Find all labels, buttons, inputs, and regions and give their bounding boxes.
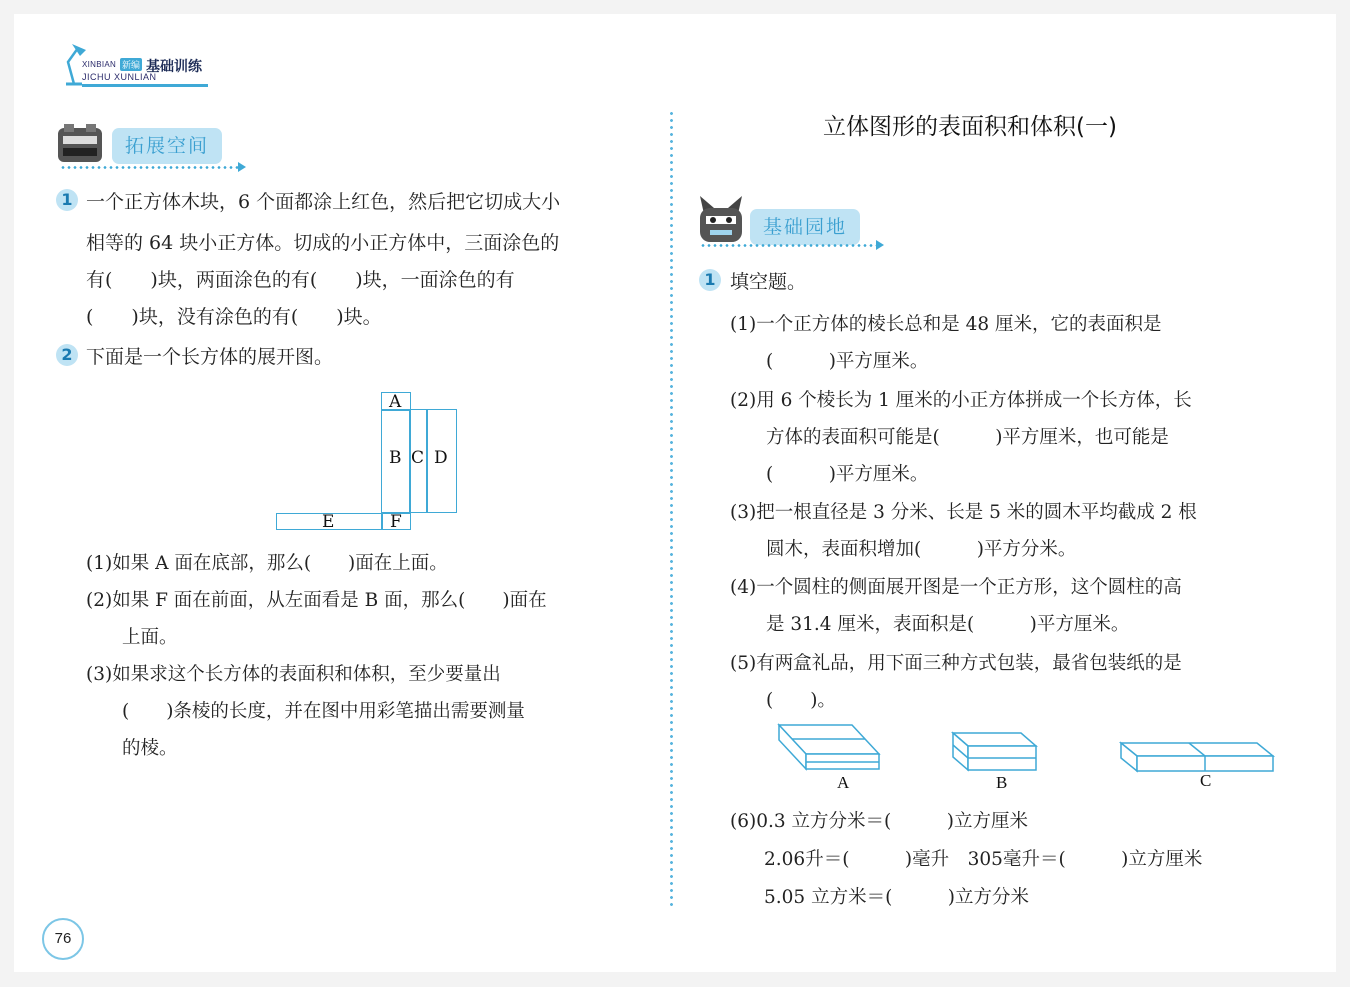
fill-item-text: (4)一个圆柱的侧面展开图是一个正方形，这个圆柱的高 xyxy=(730,577,1182,598)
fill-item-text: ( )平方厘米。 xyxy=(766,464,929,485)
question-number: 2 xyxy=(56,344,78,366)
net-label-a: A xyxy=(389,392,402,412)
net-label-e: E xyxy=(322,512,335,532)
question-text: 下面是一个长方体的展开图。 xyxy=(86,346,334,368)
subquestion-text: (2)如果 F 面在前面，从左面看是 B 面，那么( )面在 xyxy=(86,590,547,611)
net-label-c: C xyxy=(411,448,425,468)
package-option-c xyxy=(1118,740,1278,774)
fill-item-text: 5.05 立方米＝( )立方分米 xyxy=(764,887,1030,908)
net-label-b: B xyxy=(389,448,402,468)
question-number: 1 xyxy=(56,189,78,211)
lesson-title: 立体图形的表面积和体积(一) xyxy=(823,114,1117,140)
subquestion-text: 的棱。 xyxy=(122,738,178,759)
package-option-a xyxy=(776,722,884,772)
package-option-b xyxy=(950,730,1042,774)
fill-item-text: (3)把一根直径是 3 分米、长是 5 米的圆木平均截成 2 根 xyxy=(730,502,1197,523)
fill-item-text: 方体的表面积可能是( )平方厘米，也可能是 xyxy=(766,427,1169,448)
brand-badge: 新编 xyxy=(120,58,142,71)
dot-arrow-icon xyxy=(876,240,884,250)
net-label-f: F xyxy=(390,512,402,532)
fill-item-text: ( )。 xyxy=(766,690,836,711)
brand-title: 基础训练 xyxy=(146,59,202,75)
question-text: 有( )块，两面涂色的有( )块，一面涂色的有 xyxy=(86,269,515,291)
brand-pinyin-line2: JICHU XUNLIAN xyxy=(82,72,157,82)
subquestion-text: ( )条棱的长度，并在图中用彩笔描出需要测量 xyxy=(122,701,525,722)
package-label-b: B xyxy=(996,773,1008,792)
dot-arrow-icon xyxy=(238,162,246,172)
page-number: 76 xyxy=(42,918,84,960)
robot-mascot-icon xyxy=(54,124,106,166)
net-label-d: D xyxy=(434,448,448,468)
fill-item-text: 圆木，表面积增加( )平方分米。 xyxy=(766,539,1077,560)
section-dotline xyxy=(700,244,876,247)
question-text: 填空题。 xyxy=(730,271,807,293)
question-text: 一个正方体木块，6 个面都涂上红色，然后把它切成大小 xyxy=(86,191,561,213)
fill-item-text: (6)0.3 立方分米＝( )立方厘米 xyxy=(730,811,1028,832)
brand-underline xyxy=(82,84,208,87)
fill-item-text: (2)用 6 个棱长为 1 厘米的小正方体拼成一个长方体，长 xyxy=(730,390,1192,411)
fill-item-text: ( )平方厘米。 xyxy=(766,351,929,372)
subquestion-text: (1)如果 A 面在底部，那么( )面在上面。 xyxy=(86,553,448,574)
fill-item-text: (5)有两盒礼品，用下面三种方式包装，最省包装纸的是 xyxy=(730,653,1182,674)
package-label-c: C xyxy=(1200,771,1212,790)
subquestion-text: (3)如果求这个长方体的表面积和体积，至少要量出 xyxy=(86,664,501,685)
question-text: 相等的 64 块小正方体。切成的小正方体中，三面涂色的 xyxy=(86,232,560,254)
brand-pinyin-line1: XINBIAN xyxy=(82,60,117,69)
section-dotline xyxy=(60,166,238,169)
page-divider xyxy=(670,110,673,906)
fill-item-text: (1)一个正方体的棱长总和是 48 厘米，它的表面积是 xyxy=(730,314,1162,335)
rabbit-mascot-icon xyxy=(696,196,746,244)
section-label-basics: 基础园地 xyxy=(750,209,860,245)
question-text: ( )块，没有涂色的有( )块。 xyxy=(86,306,382,328)
fill-item-text: 2.06升＝( )毫升 305毫升＝( )立方厘米 xyxy=(764,849,1203,870)
fill-item-text: 是 31.4 厘米，表面积是( )平方厘米。 xyxy=(766,614,1130,635)
question-number: 1 xyxy=(699,269,721,291)
section-label-expansion: 拓展空间 xyxy=(112,128,222,164)
subquestion-text: 上面。 xyxy=(122,627,178,648)
package-label-a: A xyxy=(837,773,850,792)
